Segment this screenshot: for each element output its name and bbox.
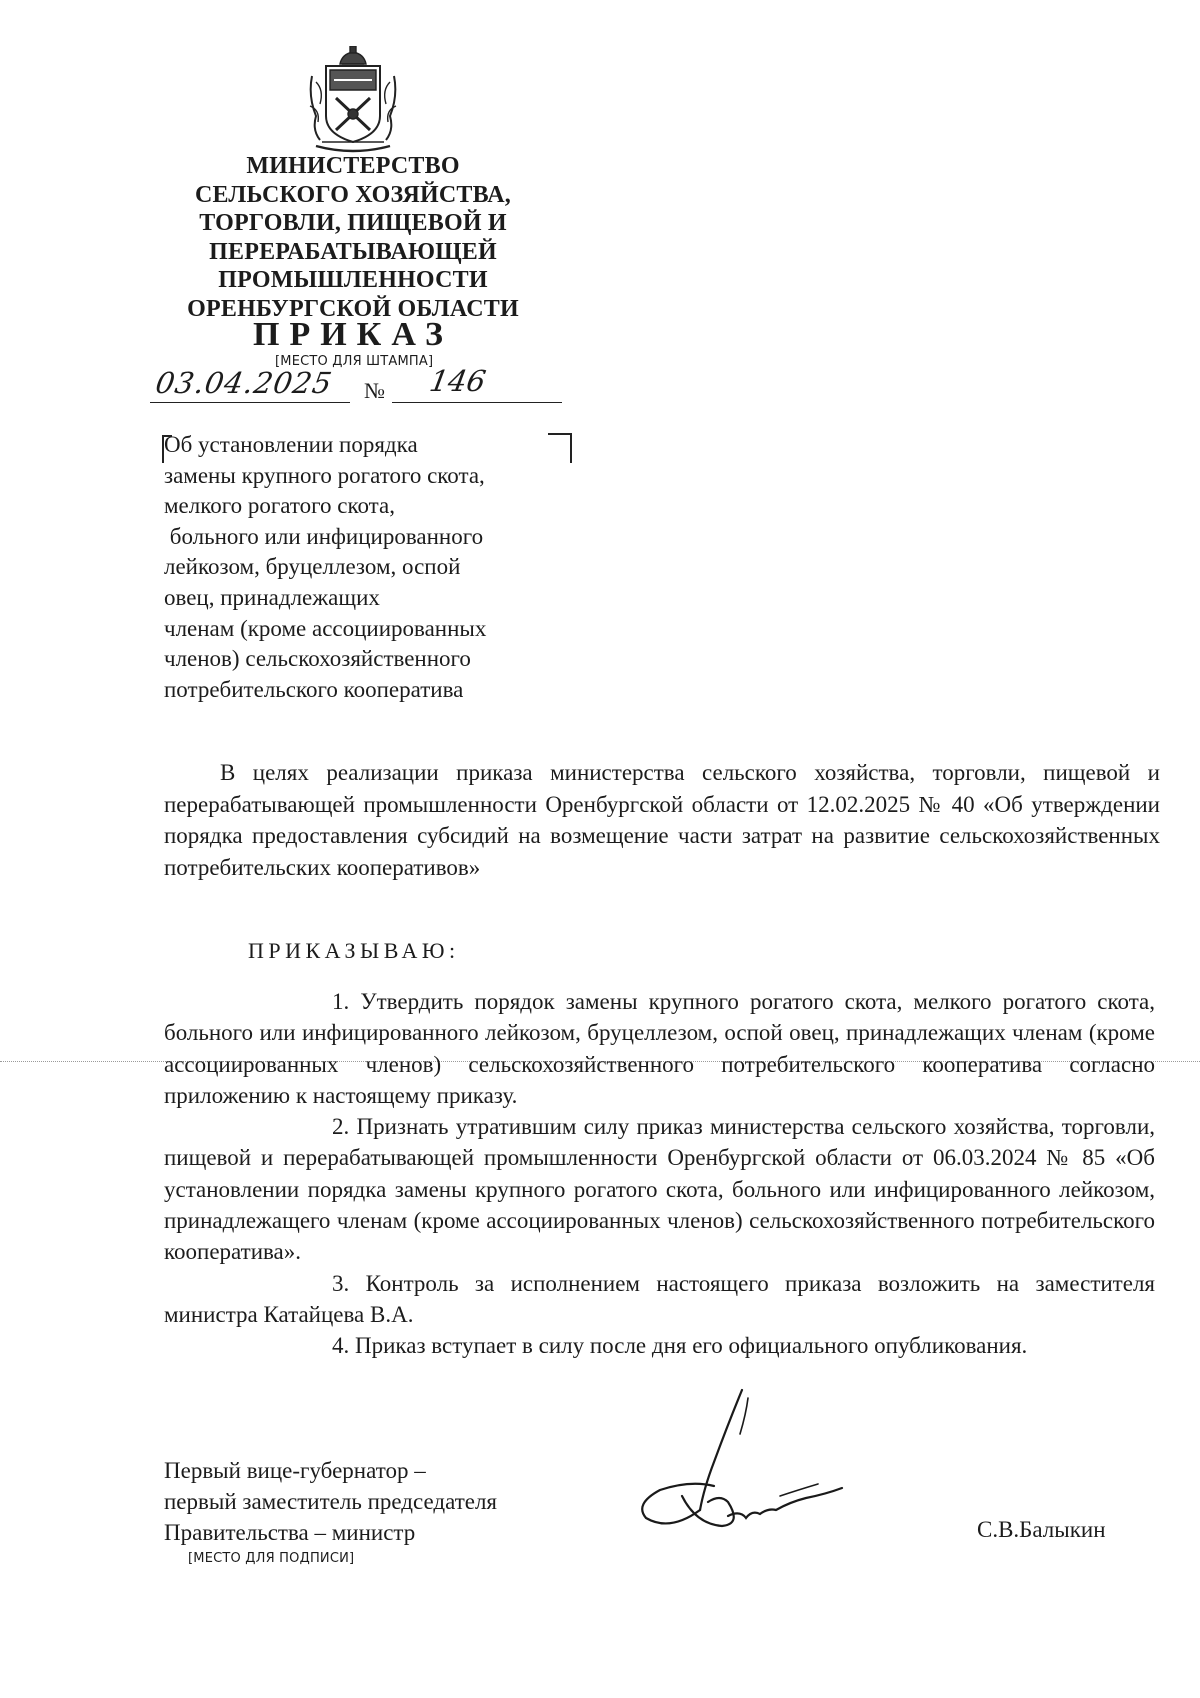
item-number: 1. bbox=[332, 989, 350, 1014]
order-date: 03.04.2025 bbox=[153, 366, 336, 400]
item-number: 2. bbox=[332, 1114, 350, 1140]
subject-line: лейкозом, бруцеллезом, оспой bbox=[164, 554, 461, 580]
handwritten-signature bbox=[630, 1384, 850, 1544]
order-item bbox=[164, 1268, 1155, 1331]
order-item bbox=[164, 986, 1155, 1111]
signatory-name: С.В.Балыкин bbox=[977, 1517, 1106, 1542]
item-number: 4. bbox=[332, 1333, 350, 1359]
order-number: 146 bbox=[427, 364, 489, 398]
position-line: Первый вице-губернатор – bbox=[164, 1458, 426, 1483]
ministry-line: ОРЕНБУРГСКОЙ ОБЛАСТИ bbox=[187, 295, 519, 322]
item-text: Утвердить порядок замены крупного рогатого скота, мелкого рогатого скота, больного или инфицированного лейкозом, бруцеллезом, оспой овец, принадлежащих членам (кроме ассоциированных членов) сельскохозяйственного потребительского кооператива согласно приложению к настоящему приказу. bbox=[164, 989, 1156, 1108]
subject-line: потребительского кооператива bbox=[164, 676, 464, 702]
signatory-position bbox=[164, 1455, 497, 1548]
ministry-name bbox=[170, 152, 536, 324]
order-items bbox=[164, 986, 1155, 1362]
ministry-line: ПЕРЕРАБАТЫВАЮЩЕЙ bbox=[209, 238, 497, 265]
subject-line: мелкого рогатого скота, bbox=[164, 493, 395, 519]
ministry-line: ТОРГОВЛИ, ПИЩЕВОЙ И bbox=[199, 210, 507, 237]
number-label: № bbox=[364, 378, 385, 403]
coat-of-arms-emblem bbox=[306, 46, 400, 154]
subject-line: членам (кроме ассоциированных bbox=[164, 615, 487, 641]
item-text: Контроль за исполнением настоящего приказа возложить на заместителя министра Катайцева В.А. bbox=[164, 1270, 1155, 1327]
order-subject bbox=[164, 430, 584, 705]
stamp-placeholder: [МЕСТО ДЛЯ ШТАМПА] bbox=[275, 354, 434, 369]
subject-line: больного или инфицированного bbox=[164, 523, 484, 549]
ministry-line: СЕЛЬСКОГО ХОЗЯЙСТВА, bbox=[194, 181, 512, 208]
item-number: 3. bbox=[332, 1270, 350, 1296]
signature-placeholder: [МЕСТО ДЛЯ ПОДПИСИ] bbox=[188, 1551, 355, 1566]
position-line: первый заместитель председателя bbox=[164, 1489, 498, 1514]
date-underline bbox=[150, 402, 350, 403]
item-text: Приказ вступает в силу после дня его официального опубликования. bbox=[355, 1333, 1028, 1359]
order-item bbox=[164, 1330, 1155, 1361]
ministry-line: МИНИСТЕРСТВО bbox=[246, 153, 460, 179]
subject-line: Об установлении порядка bbox=[164, 432, 418, 457]
order-item bbox=[164, 1111, 1155, 1267]
subject-line: членов) сельскохозяйственного bbox=[164, 646, 471, 672]
position-line: Правительства – министр bbox=[164, 1520, 416, 1545]
preamble-paragraph: В целях реализации приказа министерства сельского хозяйства, торговли, пищевой и перерабатывающей промышленности Оренбургской области от 12.02.2025 № 40 «Об утверждении порядка предоставления субсидий на возмещение части затрат на развитие сельскохозяйственных потребительских кооперативов» bbox=[164, 760, 1160, 880]
item-text: Признать утратившим силу приказ министерства сельского хозяйства, торговли, пищевой и перерабатывающей промышленности Оренбургской области от 06.03.2024 № 85 «Об установлении порядка замены крупного рогатого скота, больного или инфицированного лейкозом, принадлежащего членам (кроме ассоциированных членов) сельскохозяйственного потребительского кооператива». bbox=[164, 1114, 1156, 1265]
subject-line: овец, принадлежащих bbox=[164, 584, 380, 610]
ministry-line: ПРОМЫШЛЕННОСТИ bbox=[218, 267, 488, 294]
number-underline bbox=[392, 402, 562, 403]
document-type-title: ПРИКАЗ bbox=[253, 316, 453, 353]
decree-word: ПРИКАЗЫВАЮ: bbox=[248, 938, 460, 963]
subject-line: замены крупного рогатого скота, bbox=[164, 462, 485, 488]
